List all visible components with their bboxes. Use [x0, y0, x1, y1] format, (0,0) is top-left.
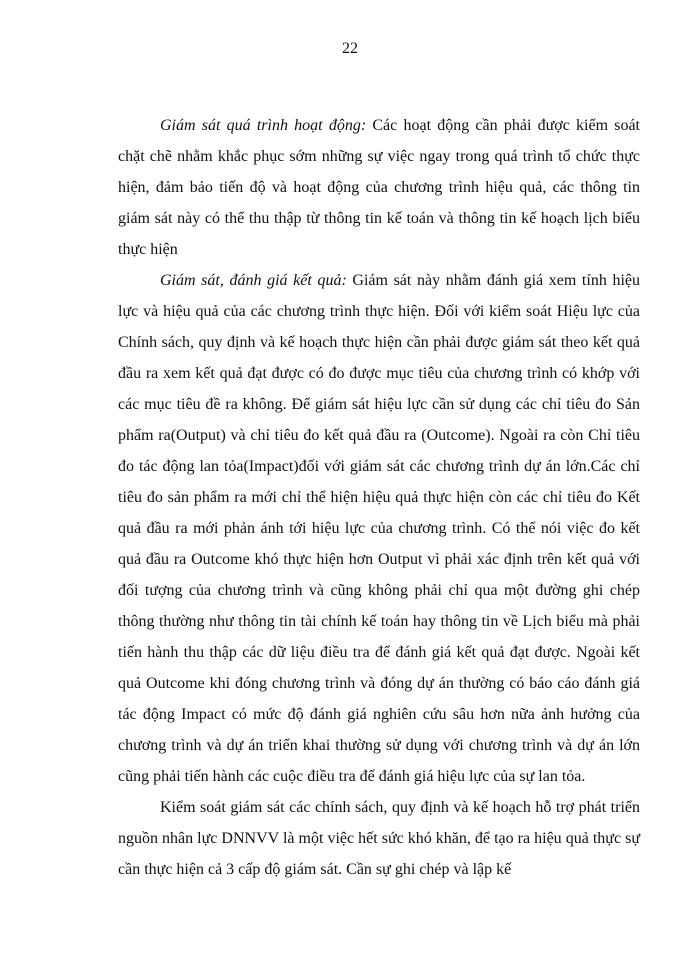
paragraph-lead-italic: Giám sát, đánh giá kết quả:: [160, 272, 347, 289]
paragraph-text: Kiểm soát giám sát các chính sách, quy định và kế hoạch hỗ trợ phát triển nguồn nhân lực DNNVV là một việc hết sức khó khăn, để tạo ra hiệu quả thực sự cần thực hiện cả 3 cấp độ giám sát. Cần sự ghi chép và lập kế: [118, 799, 640, 878]
paragraph-control-policies: [118, 792, 640, 885]
page-number: 22: [342, 40, 358, 57]
paragraph-lead-italic: Giám sát quá trình hoạt động:: [160, 117, 367, 134]
paragraph-monitoring-results: [118, 265, 640, 792]
paragraph-text: Các hoạt động cần phải được kiểm soát chặt chẽ nhằm khắc phục sớm những sự việc ngay trong quá trình tổ chức thực hiện, đảm bảo tiến độ và hoạt động của chương trình hiệu quả, các thông tin giám sát này có thể thu thập từ thông tin kế toán và thông tin kế hoạch lịch biểu thực hiện: [118, 117, 641, 258]
paragraph-text: Giám sát này nhằm đánh giá xem tính hiệu lực và hiệu quả của các chương trình thực hiện. Đối với kiểm soát Hiệu lực của Chính sách, quy định và kế hoạch thực hiện cần phải được giám sát theo kết quả đầu ra xem kết quả đạt được có đo được mục tiêu của chương trình có khớp với các mục tiêu đề ra không. Để giám sát hiệu lực cần sử dụng các chỉ tiêu đo Sản phẩm ra(Output) và chỉ tiêu đo kết quả đầu ra (Outcome). Ngoài ra còn Chỉ tiêu đo tác động lan tỏa(Impact)đối với giám sát các chương trình dự án lớn.Các chỉ tiêu đo sản phẩm ra mới chỉ thể hiện hiệu quả thực hiện còn các chỉ tiêu đo Kết quả đầu ra mới phản ánh tới hiệu lực của chương trình. Có thể nói việc đo kết quả đầu ra Outcome khó thực hiện hơn Output vì phải xác định trên kết quả với đối tượng của chương trình và cũng không phải chỉ qua một đường ghi chép thông thường như thông tin tài chính kế toán hay thông tin về Lịch biểu mà phải tiến hành thu thập các dữ liệu điều tra để đánh giá kết quả đạt được. Ngoài kết quả Outcome khi đóng chương trình và đóng dự án thường có báo cáo đánh giá tác động Impact có mức độ đánh giá nghiên cứu sâu hơn nữa ảnh hưởng của chương trình và dự án triển khai thường sử dụng với chương trình và dự án lớn cũng phải tiến hành các cuộc điều tra để đánh giá hiệu lực của sự lan tỏa.: [118, 272, 640, 785]
paragraph-monitoring-operations: [118, 110, 640, 265]
document-body: [118, 110, 640, 885]
